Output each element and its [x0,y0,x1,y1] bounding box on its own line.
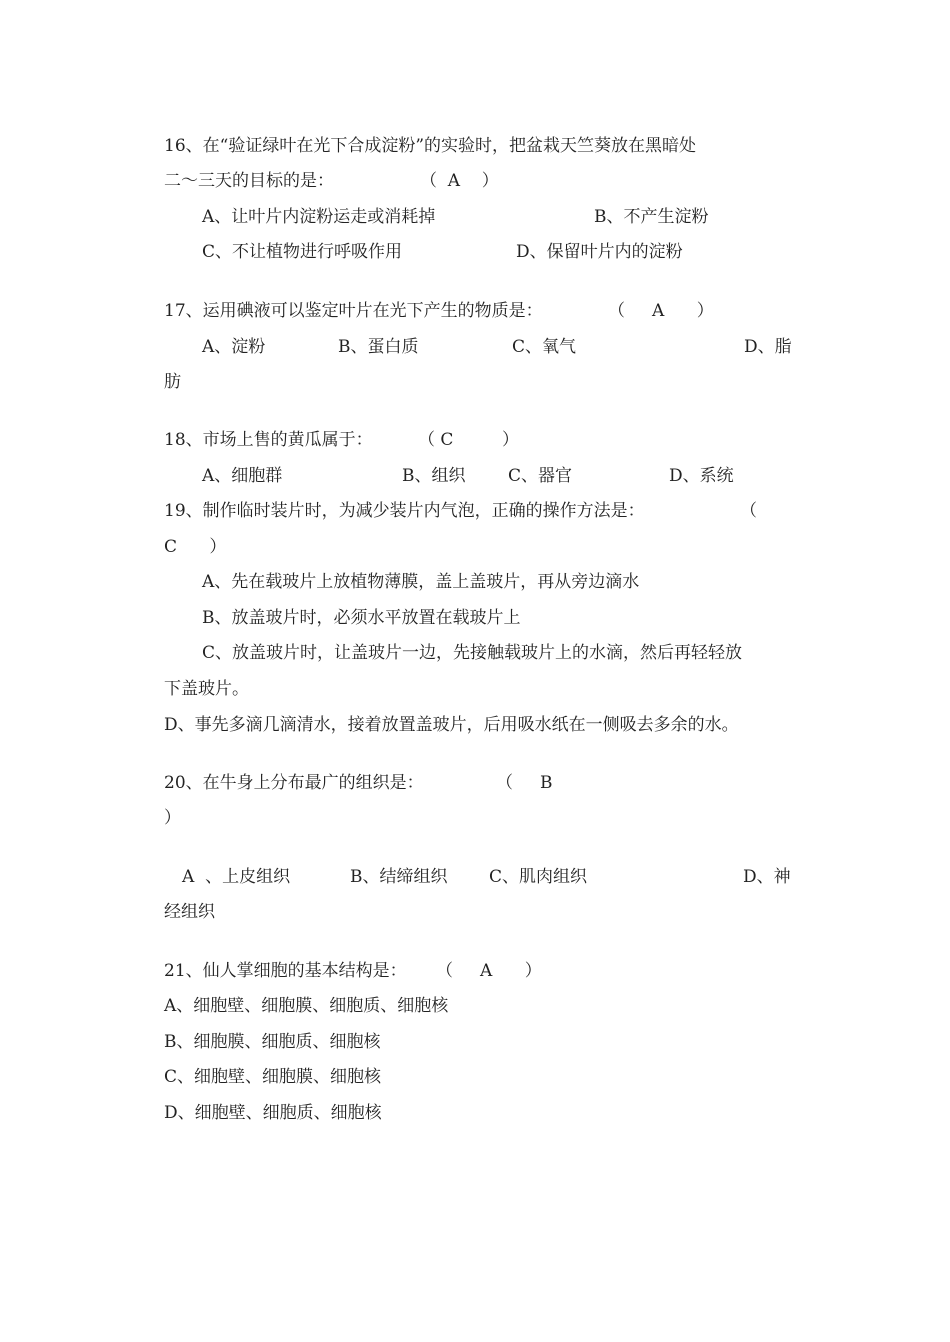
q17-option-b: B、蛋白质 [338,337,419,357]
q21-option-b: B、细胞膜、细胞质、细胞核 [164,1032,381,1052]
q19-option-b: B、放盖玻片时，必须水平放置在载玻片上 [202,608,521,628]
q19-answer: C ） [164,537,227,557]
q16-option-b: B、不产生淀粉 [594,207,709,227]
q19-stem: 19、制作临时装片时，为减少装片内气泡，正确的操作方法是： [164,501,645,521]
q19-answer-open: （ [740,501,757,521]
q21-answer: （ A ） [436,961,542,981]
q17-option-d: D、脂 [744,337,792,357]
q21-option-a: A、细胞壁、细胞膜、细胞质、细胞核 [164,996,449,1016]
q20-option-d-continued: 经组织 [164,902,215,922]
q18-option-d: D、系统 [669,466,734,486]
q20-option-a: A 、上皮组织 [182,867,291,887]
q20-answer-close: ） [164,808,181,828]
q18-option-a: A、细胞群 [202,466,283,486]
q16-stem-line1: 16、在“验证绿叶在光下合成淀粉”的实验时，把盆栽天竺葵放在黑暗处 [164,136,697,156]
q20-answer: （ B [496,773,553,793]
q17-answer: （ A ） [608,301,714,321]
q21-option-c: C、细胞壁、细胞膜、细胞核 [164,1067,382,1087]
q19-option-c-line2: 下盖玻片。 [164,679,249,699]
q16-option-c: C、不让植物进行呼吸作用 [202,242,403,262]
q19-option-d: D、事先多滴几滴清水，接着放置盖玻片，后用吸水纸在一侧吸去多余的水。 [164,715,739,735]
q18-stem: 18、市场上售的黄瓜属于： [164,430,373,450]
q20-option-c: C、肌肉组织 [489,867,588,887]
q18-answer: （ C ） [418,430,520,450]
q19-option-a: A、先在载玻片上放植物薄膜，盖上盖玻片，再从旁边滴水 [202,572,640,592]
q16-stem-line2: 二～三天的目标的是： [164,171,334,191]
q16-answer: （ A ） [420,171,499,191]
q16-option-a: A、让叶片内淀粉运走或消耗掉 [202,207,436,227]
q17-option-c: C、氧气 [512,337,577,357]
q17-option-d-continued: 肪 [164,372,181,392]
q20-option-b: B、结缔组织 [350,867,448,887]
q19-option-c-line1: C、放盖玻片时，让盖玻片一边，先接触载玻片上的水滴，然后再轻轻放 [202,643,743,663]
q21-option-d: D、细胞壁、细胞质、细胞核 [164,1103,382,1123]
q18-option-c: C、器官 [508,466,573,486]
q20-stem: 20、在牛身上分布最广的组织是： [164,773,424,793]
q17-option-a: A、淀粉 [202,337,266,357]
q18-option-b: B、组织 [402,466,466,486]
q20-option-d: D、神 [743,867,791,887]
q17-stem: 17、运用碘液可以鉴定叶片在光下产生的物质是： [164,301,543,321]
q16-option-d: D、保留叶片内的淀粉 [516,242,683,262]
q21-stem: 21、仙人掌细胞的基本结构是： [164,961,407,981]
